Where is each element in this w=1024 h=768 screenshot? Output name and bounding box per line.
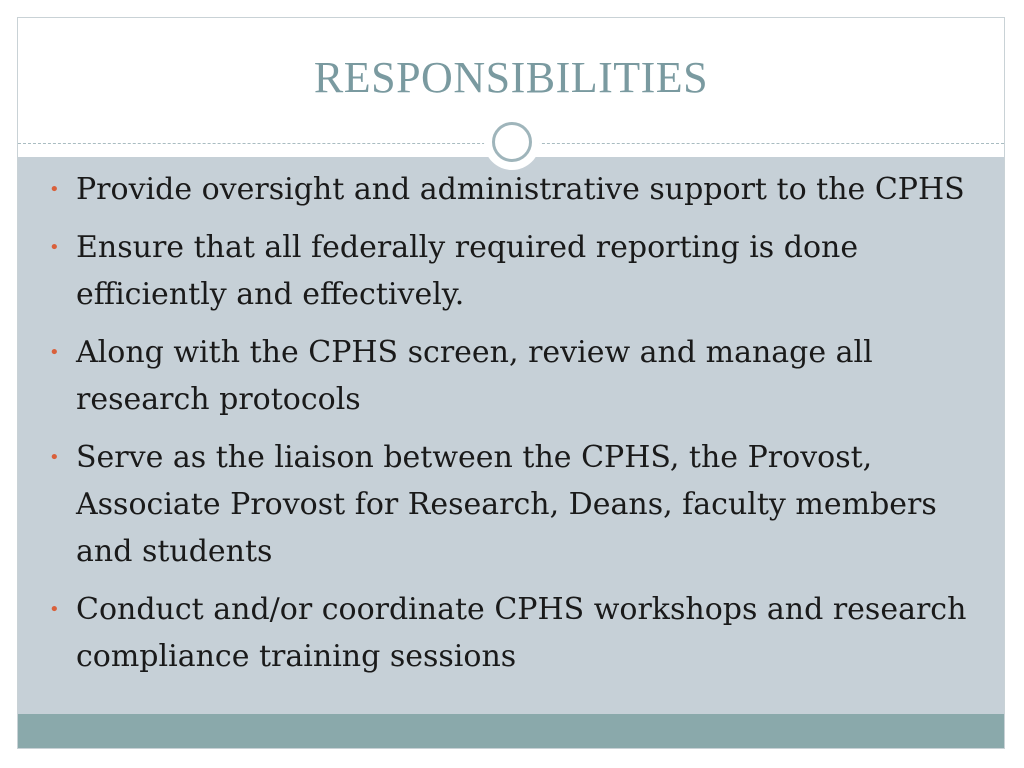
circle-ornament-ring xyxy=(492,122,532,162)
bullet-dot-icon: • xyxy=(49,342,60,363)
circle-ornament-icon xyxy=(484,114,540,170)
footer-band xyxy=(18,714,1004,748)
bullet-dot-icon: • xyxy=(49,237,60,258)
slide-title: RESPONSIBILITIES xyxy=(313,53,709,102)
bullet-text: Conduct and/or coordinate CPHS workshops and research compliance training sessions xyxy=(76,592,967,674)
bullet-item xyxy=(44,166,974,213)
bullet-dot-icon: • xyxy=(49,447,60,468)
bullet-text: Along with the CPHS screen, review and manage all research protocols xyxy=(76,335,873,417)
bullet-text: Provide oversight and administrative support to the CPHS xyxy=(76,172,965,207)
bullet-dot-icon: • xyxy=(49,179,60,200)
bullet-item xyxy=(44,329,974,423)
bullet-text: Ensure that all federally required reporting is done efficiently and effectively. xyxy=(76,230,859,312)
bullet-text: Serve as the liaison between the CPHS, the Provost, Associate Provost for Research, Deans, faculty members and students xyxy=(76,440,937,569)
bullet-dot-icon: • xyxy=(49,599,60,620)
slide xyxy=(17,17,1005,749)
bullet-item xyxy=(44,586,974,680)
bullet-item xyxy=(44,434,974,575)
bullet-item xyxy=(44,224,974,318)
bullet-list xyxy=(44,166,974,691)
